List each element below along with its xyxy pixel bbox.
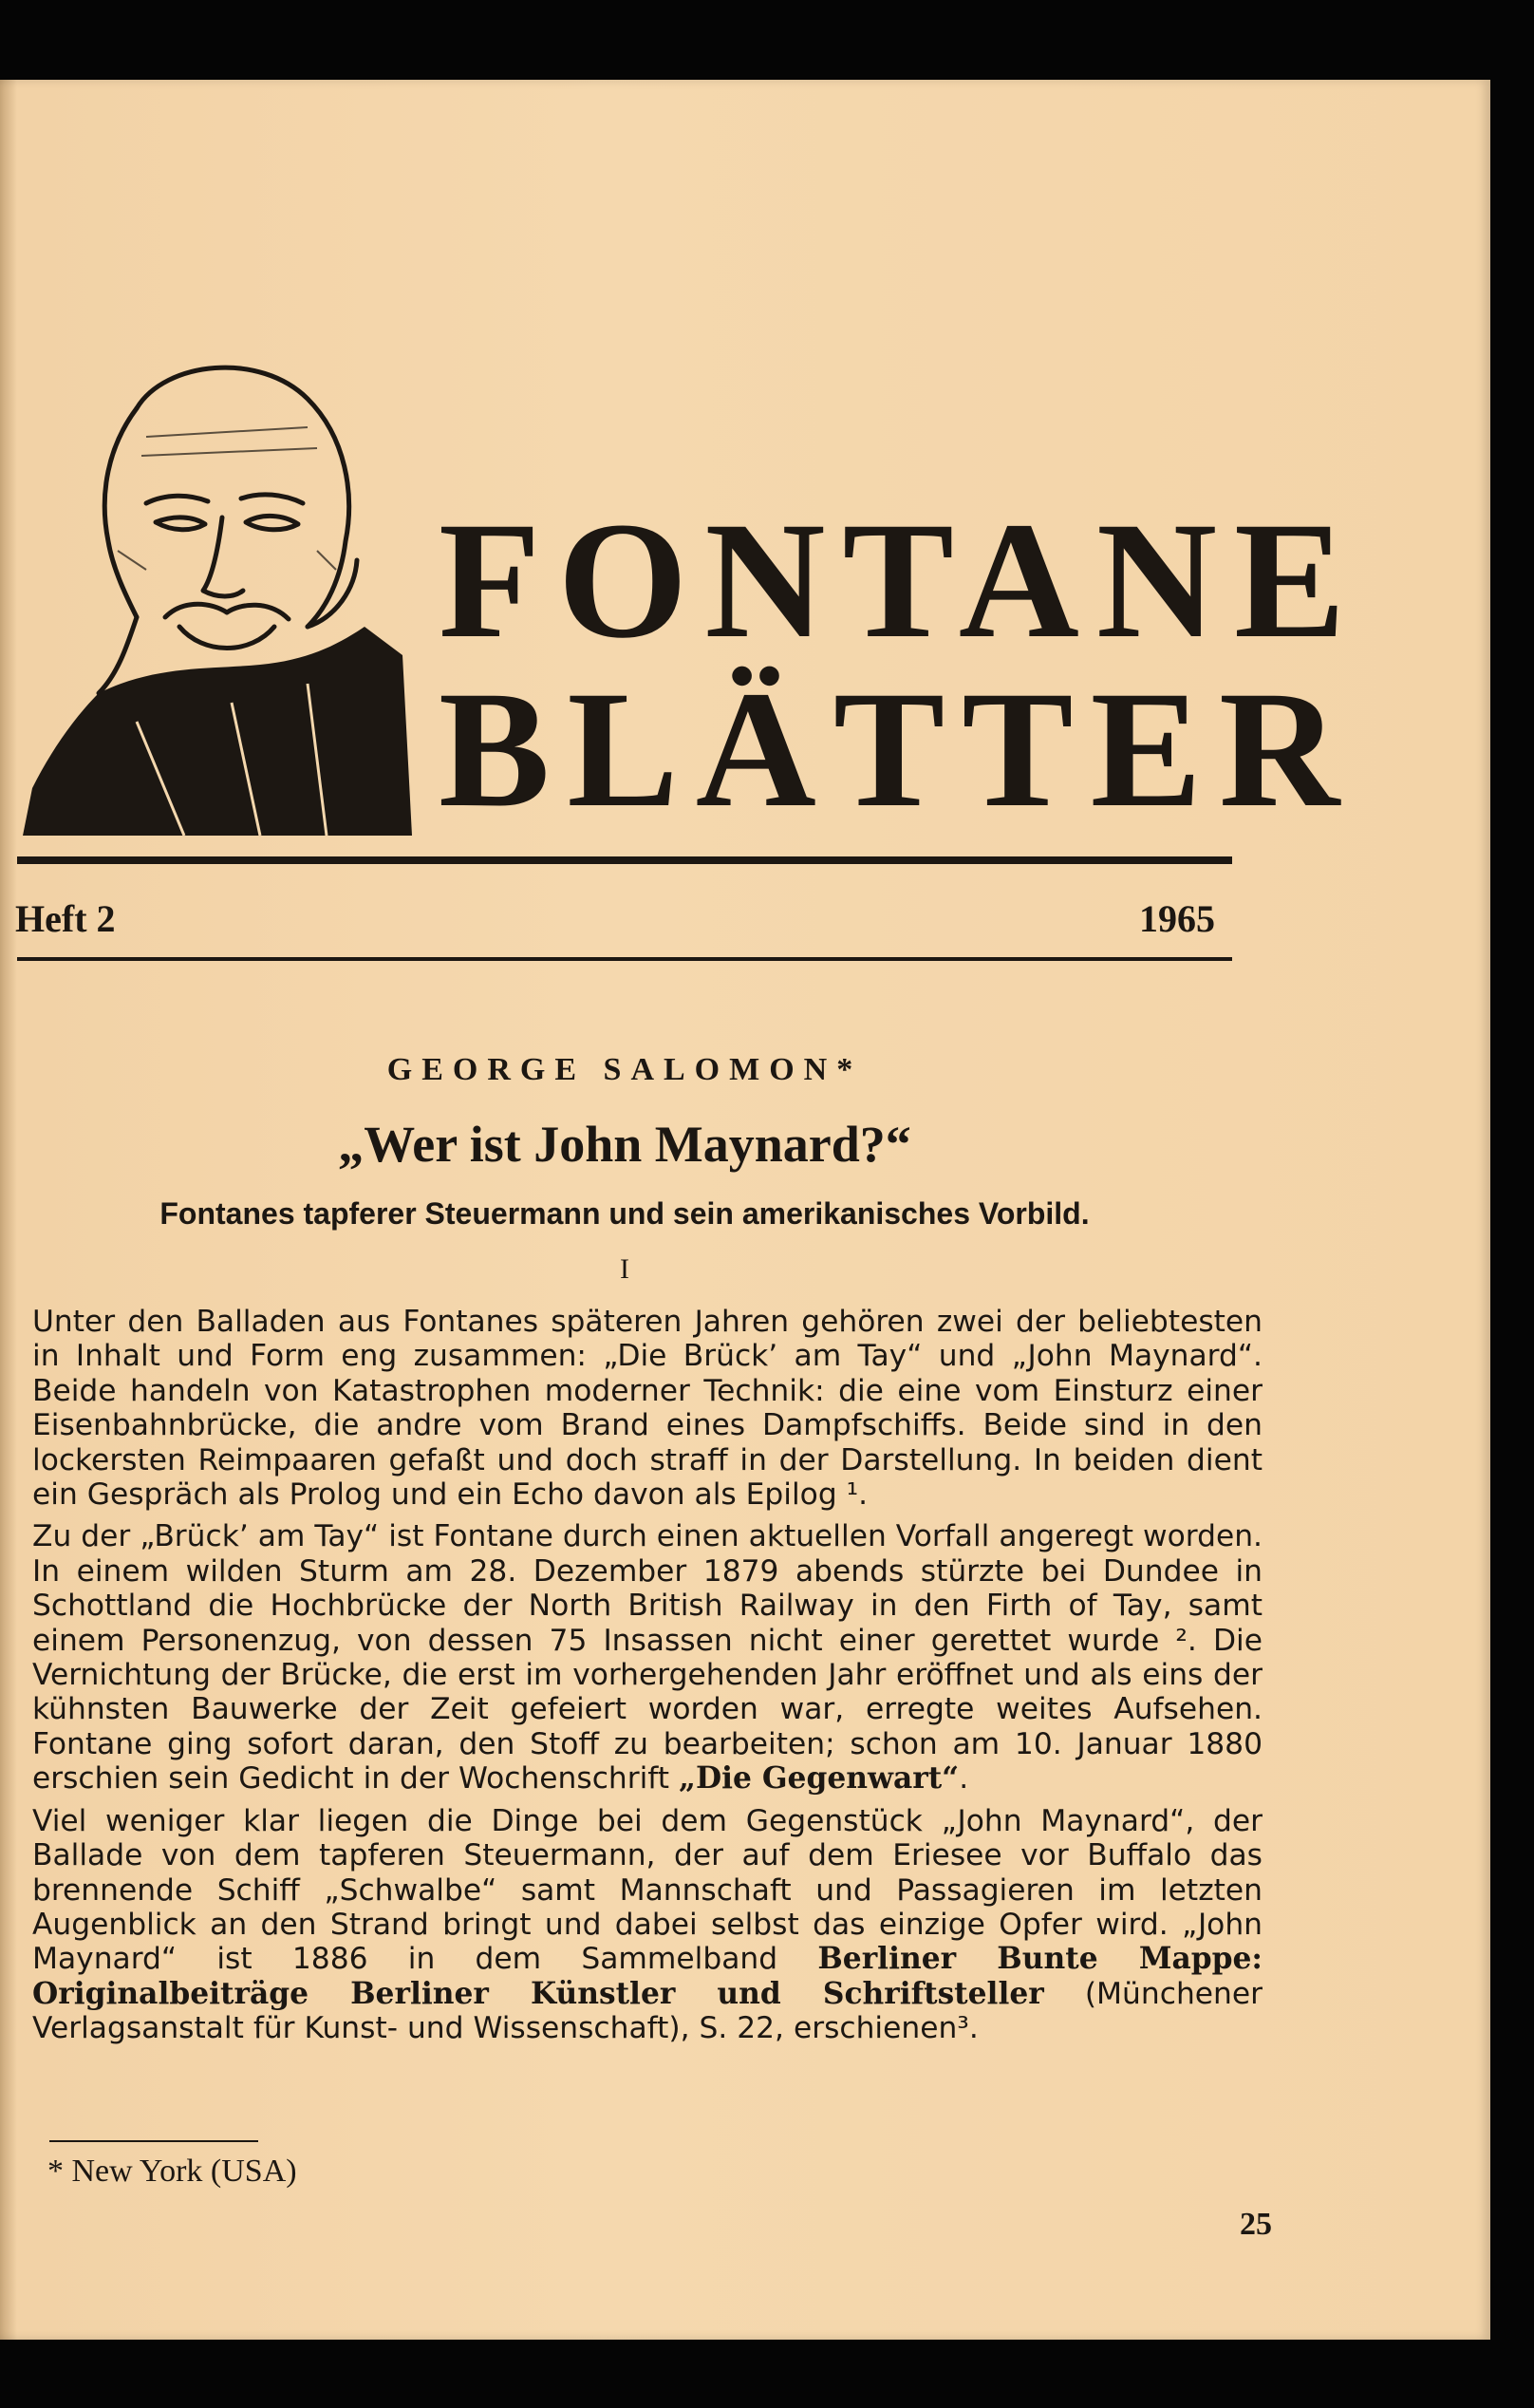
paragraph-3-text: Viel weniger klar liegen die Dinge bei dem Gegenstück „John Maynard“, der Ballade von dem tapferen Steuermann, der auf dem Eriesee vor Buffalo das brennende Schiff „Schwalbe“ samt Mannschaft und Passagieren im letzten Augenblick an den Strand bringt und dabei selbst das einzige Opfer wird. „John Maynard“ ist 1886 in dem Sammelband <box>32 1803 1263 1977</box>
article-subtitle: Fontanes tapferer Steuermann und sein amerikanisches Vorbild. <box>159 1196 1090 1231</box>
document-page <box>0 80 1490 2340</box>
paragraph-2-bold: „Die Gegenwart“ <box>678 1761 960 1797</box>
paragraph-1 <box>32 1305 1263 1512</box>
masthead-title-line2: BLÄTTER <box>439 657 1357 842</box>
masthead-title-line1: FONTANE <box>439 488 1363 673</box>
paragraph-3-bold: Berliner Bunte Mappe: Originalbeiträge Berliner Künstler und Schriftsteller <box>32 1942 1263 2011</box>
fontane-portrait-illustration <box>23 342 412 836</box>
paragraph-3-end: (Münchener Verlagsanstalt für Kunst- und Wissenschaft), S. 22, erschienen³. <box>32 1976 1263 2046</box>
article-body <box>32 1305 1263 2054</box>
article-author: GEORGE SALOMON* <box>386 1052 863 1087</box>
page-number: 25 <box>1240 2207 1272 2242</box>
paragraph-2-end: . <box>959 1761 969 1797</box>
footnote-rule <box>49 2140 258 2142</box>
paragraph-1-text: Unter den Balladen aus Fontanes späteren Jahren gehören zwei der beliebtesten in Inhalt und Form eng zusammen: „Die Brück’ am Tay“ und „John Maynard“. Beide handeln von Katastrophen moderner Technik: die eine vom Einsturz einer Eisenbahnbrücke, die andre vom Brand eines Dampfschiffs. Beide sind in den lockersten Reimpaaren gefaßt und doch straff in der Darstellung. In beiden dient ein Gespräch als Prolog und ein Echo davon als Epilog ¹. <box>32 1305 1263 1513</box>
issue-number: Heft 2 <box>15 897 116 940</box>
masthead-rule-bottom <box>17 957 1232 961</box>
paragraph-2 <box>32 1519 1263 1796</box>
paragraph-2-text: Zu der „Brück’ am Tay“ ist Fontane durch einen aktuellen Vorfall angeregt worden. In einem wilden Sturm am 28. Dezember 1879 abends stürzte bei Dundee in Schottland die Hochbrücke der North British Railway in den Firth of Tay, samt einem Personenzug, von dessen 75 Insassen nicht einer gerettet wurde ². Die Vernichtung der Brücke, die erst im vorhergehenden Jahr eröffnet und als eins der kühnsten Bauwerke der Zeit gefeiert worden war, erregte weites Aufsehen. Fontane ging sofort daran, den Stoff zu bearbeiten; schon am 10. Januar 1880 erschien sein Gedicht in der Wochenschrift <box>32 1519 1263 1797</box>
paragraph-3 <box>32 1804 1263 2046</box>
footnote: * New York (USA) <box>47 2154 297 2189</box>
masthead-rule-top <box>17 856 1232 864</box>
section-number: I <box>620 1253 629 1285</box>
article-title: „Wer ist John Maynard?“ <box>338 1116 911 1173</box>
issue-year: 1965 <box>1139 897 1215 940</box>
